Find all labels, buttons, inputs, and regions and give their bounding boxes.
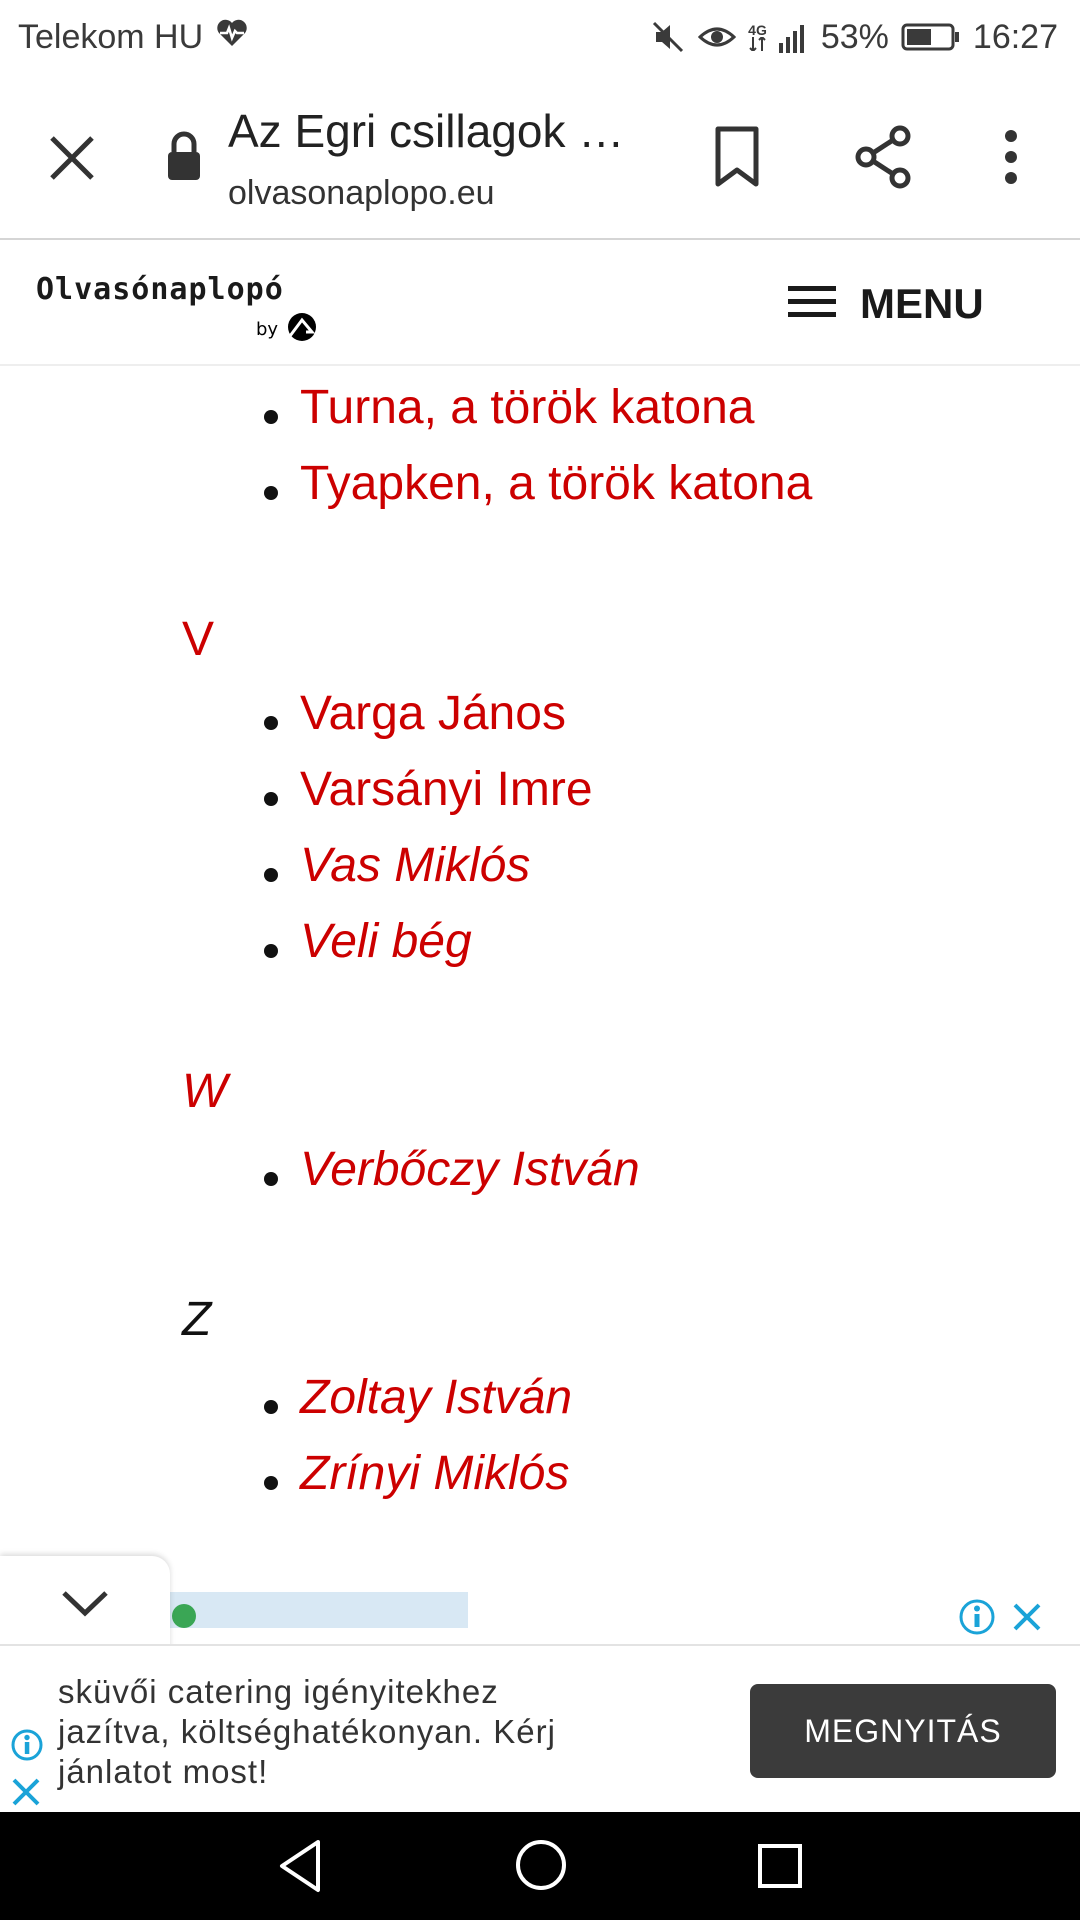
bookmark-icon[interactable]: [712, 124, 762, 190]
ad-close-icon[interactable]: [1010, 1600, 1044, 1634]
logo-by-text: by: [256, 319, 279, 340]
character-link[interactable]: Turna, a török katona: [300, 381, 755, 434]
character-link[interactable]: Varga János: [300, 687, 566, 740]
heart-pulse-icon: [215, 18, 249, 57]
home-icon[interactable]: [514, 1838, 568, 1897]
recent-apps-icon[interactable]: [756, 1842, 804, 1895]
system-nav-bar: [0, 1812, 1080, 1920]
list-bullet: [264, 1476, 278, 1490]
character-link[interactable]: Veli bég: [300, 915, 472, 968]
character-link[interactable]: Zoltay István: [300, 1371, 573, 1424]
browser-toolbar: [0, 74, 1080, 240]
eye-comfort-icon: [698, 22, 736, 52]
clock-time: 16:27: [972, 17, 1058, 56]
share-icon[interactable]: [854, 124, 912, 190]
lock-icon[interactable]: [164, 130, 204, 182]
character-link[interactable]: Varsányi Imre: [300, 763, 593, 816]
carrier-label: Telekom HU: [18, 17, 204, 56]
list-bullet: [264, 868, 278, 882]
logo-byline: [256, 312, 322, 347]
status-bar: [0, 0, 1080, 74]
signal-strength-icon: [779, 21, 809, 53]
character-link[interactable]: Zrínyi Miklós: [300, 1447, 570, 1500]
page-title[interactable]: Az Egri csillagok …: [228, 105, 625, 157]
network-4g-icon: [748, 23, 767, 51]
menu-label: MENU: [860, 280, 984, 327]
network-type-label: 4G: [748, 22, 767, 38]
section-letter: Z: [182, 1293, 212, 1346]
list-bullet: [264, 410, 278, 424]
ad-text-line: jazítva, költséghatékonyan. Kérj: [58, 1713, 556, 1750]
ad-banner[interactable]: [0, 1644, 1080, 1812]
ad-image-icon: [172, 1604, 196, 1628]
ad-text-line: sküvői catering igényitekhez: [58, 1673, 499, 1710]
list-bullet: [264, 1400, 278, 1414]
logo-text: Olvasónaplopó: [36, 272, 284, 307]
list-bullet: [264, 716, 278, 730]
section-letter: V: [182, 613, 215, 666]
character-link[interactable]: Tyapken, a török katona: [300, 457, 813, 510]
ad-info-icon[interactable]: [10, 1728, 44, 1762]
character-link[interactable]: Verbőczy István: [300, 1143, 640, 1196]
ad-text-line: jánlatot most!: [58, 1753, 269, 1790]
back-icon[interactable]: [276, 1838, 324, 1899]
battery-percent: 53%: [820, 17, 889, 56]
site-header: [0, 240, 1080, 366]
list-bullet: [264, 486, 278, 500]
menu-button[interactable]: [788, 280, 984, 328]
ad-collapse-button[interactable]: [0, 1556, 170, 1656]
ad-open-button[interactable]: MEGNYITÁS: [750, 1684, 1056, 1778]
list-bullet: [264, 1172, 278, 1186]
ad-close-icon[interactable]: [10, 1776, 42, 1808]
list-bullet: [264, 944, 278, 958]
battery-icon: [901, 22, 961, 52]
ad-image[interactable]: [170, 1592, 468, 1628]
character-link[interactable]: Vas Miklós: [300, 839, 531, 892]
chevron-down-icon: [60, 1589, 110, 1624]
more-options-icon[interactable]: [996, 124, 1026, 190]
hamburger-icon: [788, 284, 836, 325]
publisher-logo-icon: [282, 312, 322, 347]
page-url[interactable]: olvasonaplopo.eu: [228, 174, 495, 212]
site-logo[interactable]: [36, 272, 284, 340]
ad-info-icon[interactable]: [958, 1598, 996, 1636]
list-bullet: [264, 792, 278, 806]
close-tab-icon[interactable]: [44, 130, 100, 186]
ad-text: [58, 1672, 618, 1792]
section-letter: W: [182, 1065, 228, 1118]
mute-icon: [650, 19, 686, 55]
